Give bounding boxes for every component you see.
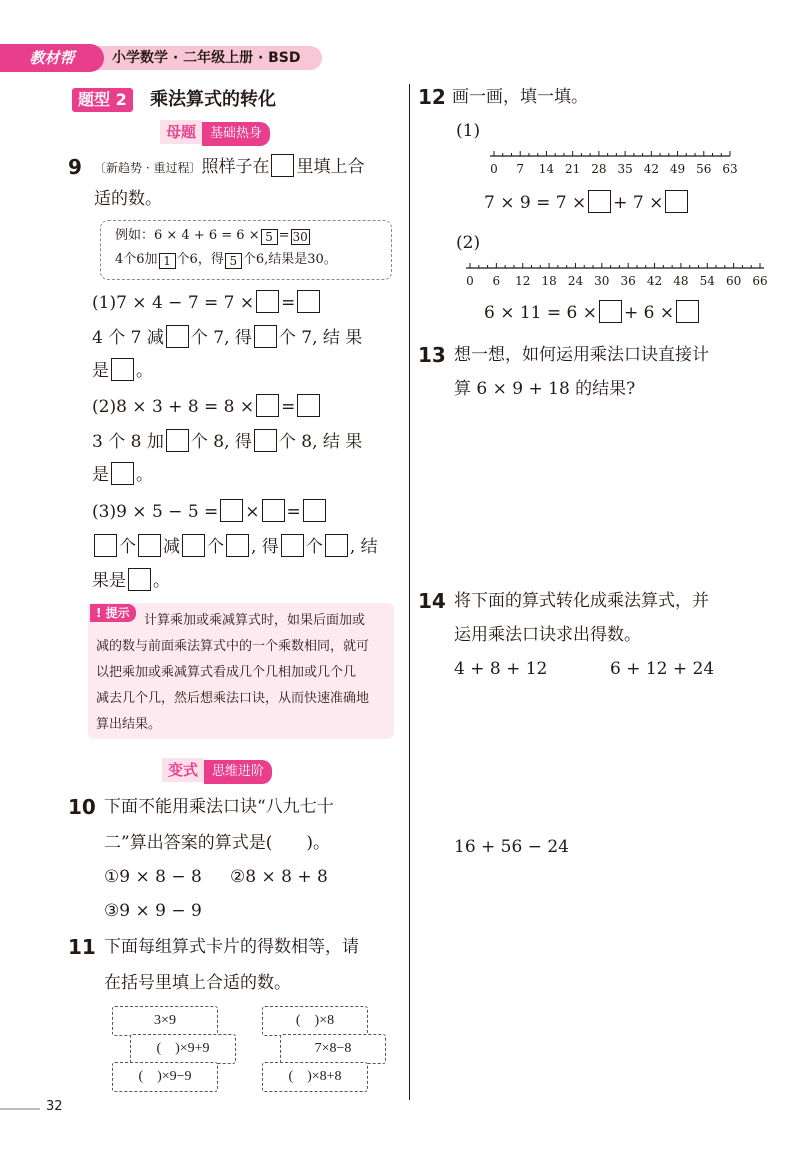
answer-box[interactable]: [256, 290, 279, 313]
card[interactable]: ( )×9+9: [130, 1034, 236, 1064]
q9-p2-eq-text: (2)8 × 3 + 8 = 8 ×: [92, 397, 255, 417]
number-line-ticks: [490, 151, 737, 176]
tip-line: 减的数与前面乘法算式中的一个乘数相同，就可: [96, 639, 370, 654]
tick-label: 56: [696, 162, 712, 176]
answer-box[interactable]: [262, 499, 285, 522]
q12-part2-label: (2): [456, 233, 481, 253]
q9-text: 个 7, 得: [190, 328, 252, 348]
example-text: 例如：6 × 4 + 6 = 6 ×: [115, 228, 260, 243]
answer-box[interactable]: [166, 429, 189, 452]
q14-expr-3: 16 + 56 − 24: [454, 837, 569, 857]
tick-label: 49: [669, 162, 686, 176]
tick-label: 18: [541, 274, 557, 288]
q10-option-1[interactable]: ①9 × 8 − 8: [104, 867, 202, 887]
q9-number: 9: [68, 155, 82, 179]
answer-box[interactable]: [220, 499, 243, 522]
tick-label: 60: [725, 274, 742, 288]
example-line1: [115, 227, 311, 245]
page-number: 32: [46, 1099, 63, 1114]
answer-box[interactable]: [111, 462, 134, 485]
tick-label: 6: [492, 274, 501, 288]
equals-sign: =: [281, 293, 296, 313]
card[interactable]: ( )×8: [262, 1006, 368, 1036]
number-line-1: [480, 148, 740, 188]
answer-box[interactable]: [303, 499, 326, 522]
q14-expr-2: 6 + 12 + 24: [610, 659, 715, 679]
q12-eq-text: 7 × 9 = 7 ×: [484, 193, 587, 213]
tick-label: 14: [538, 162, 555, 176]
section-tag: 题型 2: [72, 88, 133, 112]
example-text: 4个6加: [115, 252, 158, 267]
q9-stem-line2: 适的数。: [94, 189, 162, 209]
answer-box[interactable]: [111, 358, 134, 381]
tick-label: 0: [466, 274, 474, 288]
q12-part2-eq: [484, 298, 701, 328]
band-advanced: [162, 758, 272, 782]
tick-label: 54: [699, 274, 715, 288]
equals-sign: =: [281, 397, 296, 417]
band-basic-label: 母题: [160, 120, 202, 144]
tip-line: 减去几个几，然后想乘法口诀，从而快速准确地: [96, 691, 370, 706]
tick-label: 21: [565, 162, 581, 176]
answer-box[interactable]: [166, 325, 189, 348]
tick-label: 48: [673, 274, 689, 288]
answer-box[interactable]: [138, 534, 161, 557]
q12-part1-label: (1): [456, 121, 481, 141]
q9-p1-eq-text: (1)7 × 4 − 7 = 7 ×: [92, 293, 255, 313]
tick-label: 24: [567, 274, 584, 288]
answer-box[interactable]: [588, 190, 611, 213]
answer-box[interactable]: [271, 154, 294, 177]
tip-line: 算出结果。: [96, 717, 162, 732]
example-box: [100, 220, 392, 280]
q9-p2-line3: [92, 460, 153, 490]
q9-text: 4 个 7 减: [92, 328, 164, 348]
example-box-value: 5: [225, 253, 242, 269]
q9-tag: 〔新趋势 · 重过程〕: [94, 161, 202, 175]
q9-text: 。: [153, 571, 170, 591]
answer-box[interactable]: [254, 325, 277, 348]
q9-p3-line2: [92, 532, 378, 562]
q9-p3-eq: [92, 497, 328, 527]
q9-text: , 结: [349, 537, 378, 557]
q9-text: 个: [305, 537, 323, 557]
answer-box[interactable]: [256, 394, 279, 417]
q14-line2: 运用乘法口诀求出得数。: [454, 625, 641, 645]
tip-tag: ! 提示: [90, 604, 136, 622]
card: 3×9: [112, 1006, 218, 1036]
number-line-ticks: [466, 263, 767, 288]
q9-text: 个 8, 结 果: [278, 432, 363, 452]
q12-number: 12: [418, 85, 446, 109]
q12-part1-eq: [484, 188, 690, 218]
q14-line1: 将下面的算式转化成乘法算式，并: [454, 591, 709, 611]
answer-box[interactable]: [599, 300, 622, 323]
q13-line1: 想一想，如何运用乘法口诀直接计: [454, 345, 709, 365]
tick-label: 35: [617, 162, 633, 176]
band-basic-sub: 基础热身: [202, 122, 270, 146]
q9-text: 个 8, 得: [190, 432, 252, 452]
tip-line: 以把乘加或乘减算式看成几个几相加或几个几: [96, 665, 357, 680]
card: 7×8−8: [280, 1034, 386, 1064]
answer-box[interactable]: [254, 429, 277, 452]
q9-text: 个: [119, 537, 136, 557]
q9-p2-line2: [92, 427, 362, 457]
q9-text: 个 7, 结 果: [278, 328, 363, 348]
q10-option-3[interactable]: ③9 × 9 − 9: [104, 901, 202, 921]
tick-label: 28: [591, 162, 607, 176]
q9-text: , 得: [251, 537, 279, 557]
brand-logo: 教材帮: [0, 44, 104, 72]
number-line-2: [456, 258, 776, 298]
answer-box[interactable]: [325, 534, 348, 557]
band-basic: [160, 120, 270, 144]
band-advanced-label: 变式: [162, 758, 204, 782]
card[interactable]: ( )×9−9: [112, 1062, 218, 1092]
q9-p1-line3: [92, 356, 153, 386]
q9-p3-eq-text: (3)9 × 5 − 5 =: [92, 502, 219, 522]
example-box-value: 5: [261, 229, 278, 245]
q10-option-2[interactable]: ②8 × 8 + 8: [230, 867, 328, 887]
answer-box[interactable]: [128, 568, 151, 591]
q9-text: 3 个 8 加: [92, 432, 164, 452]
q12-title: 画一画，填一填。: [452, 87, 588, 107]
q9-stem-line1: [94, 152, 364, 183]
tick-label: 63: [722, 162, 738, 176]
example-text: 个6,结果是30。: [242, 252, 337, 267]
footer-line: [0, 1108, 40, 1110]
q9-text: 。: [136, 361, 153, 381]
answer-box[interactable]: [94, 534, 117, 557]
example-text: 个6，得: [176, 252, 224, 267]
answer-box[interactable]: [226, 534, 249, 557]
q14-expr-1: 4 + 8 + 12: [454, 659, 548, 679]
q14-number: 14: [418, 589, 446, 613]
q9-p3-line3: [92, 566, 170, 596]
tick-label: 42: [643, 162, 659, 176]
tick-label: 12: [515, 274, 531, 288]
tick-label: 36: [620, 274, 636, 288]
tick-label: 30: [594, 274, 610, 288]
column-divider: [409, 84, 410, 1100]
q11-line2: 在括号里填上合适的数。: [104, 973, 291, 993]
times-sign: ×: [245, 502, 260, 522]
q9-text: 。: [136, 465, 153, 485]
q11-number: 11: [68, 935, 96, 959]
answer-box[interactable]: [665, 190, 688, 213]
equals-sign: =: [286, 502, 301, 522]
q10-line1: 下面不能用乘法口诀“八九七十: [104, 797, 334, 817]
answer-box[interactable]: [297, 394, 320, 417]
tick-label: 66: [752, 274, 768, 288]
answer-box[interactable]: [676, 300, 699, 323]
example-box-value: 1: [159, 253, 176, 269]
q9-text: 果是: [92, 571, 126, 591]
q9-p2-eq: [92, 392, 322, 422]
q9-text: 是: [92, 465, 109, 485]
answer-box[interactable]: [182, 534, 205, 557]
q12-eq-text: + 6 ×: [624, 303, 675, 323]
q9-p1-eq: [92, 288, 322, 318]
example-box-value: 30: [292, 230, 308, 244]
q12-eq-text: 6 × 11 = 6 ×: [484, 303, 598, 323]
band-advanced-sub: 思维进阶: [204, 760, 272, 784]
tick-label: 42: [646, 274, 663, 288]
q11-line1: 下面每组算式卡片的得数相等，请: [104, 937, 359, 957]
answer-box[interactable]: [281, 534, 304, 557]
card[interactable]: ( )×8+8: [262, 1062, 368, 1092]
tip-line: 计算乘加或乘减算式时，如果后面加或: [144, 613, 366, 628]
q12-eq-text: + 7 ×: [613, 193, 664, 213]
q10-number: 10: [68, 795, 96, 819]
q13-line2: 算 6 × 9 + 18 的结果?: [454, 379, 636, 399]
tick-label: 7: [516, 162, 525, 176]
section-title: 乘法算式的转化: [150, 89, 276, 110]
q9-text: 个: [207, 537, 224, 557]
q9-stem-b: 里填上合: [296, 157, 365, 177]
tick-label: 0: [490, 162, 498, 176]
answer-box[interactable]: [297, 290, 320, 313]
q9-stem-a: 照样子在: [201, 157, 270, 177]
example-line2: [115, 251, 337, 269]
q9-text: 是: [92, 361, 109, 381]
q9-p1-line2: [92, 323, 362, 353]
q13-number: 13: [418, 343, 446, 367]
tip-box: [88, 603, 394, 739]
q10-line2: 二”算出答案的算式是( )。: [104, 833, 330, 853]
q9-text: 减: [163, 537, 180, 557]
example-text: =: [278, 228, 290, 243]
series-title: 小学数学 · 二年级上册 · BSD: [112, 50, 301, 66]
